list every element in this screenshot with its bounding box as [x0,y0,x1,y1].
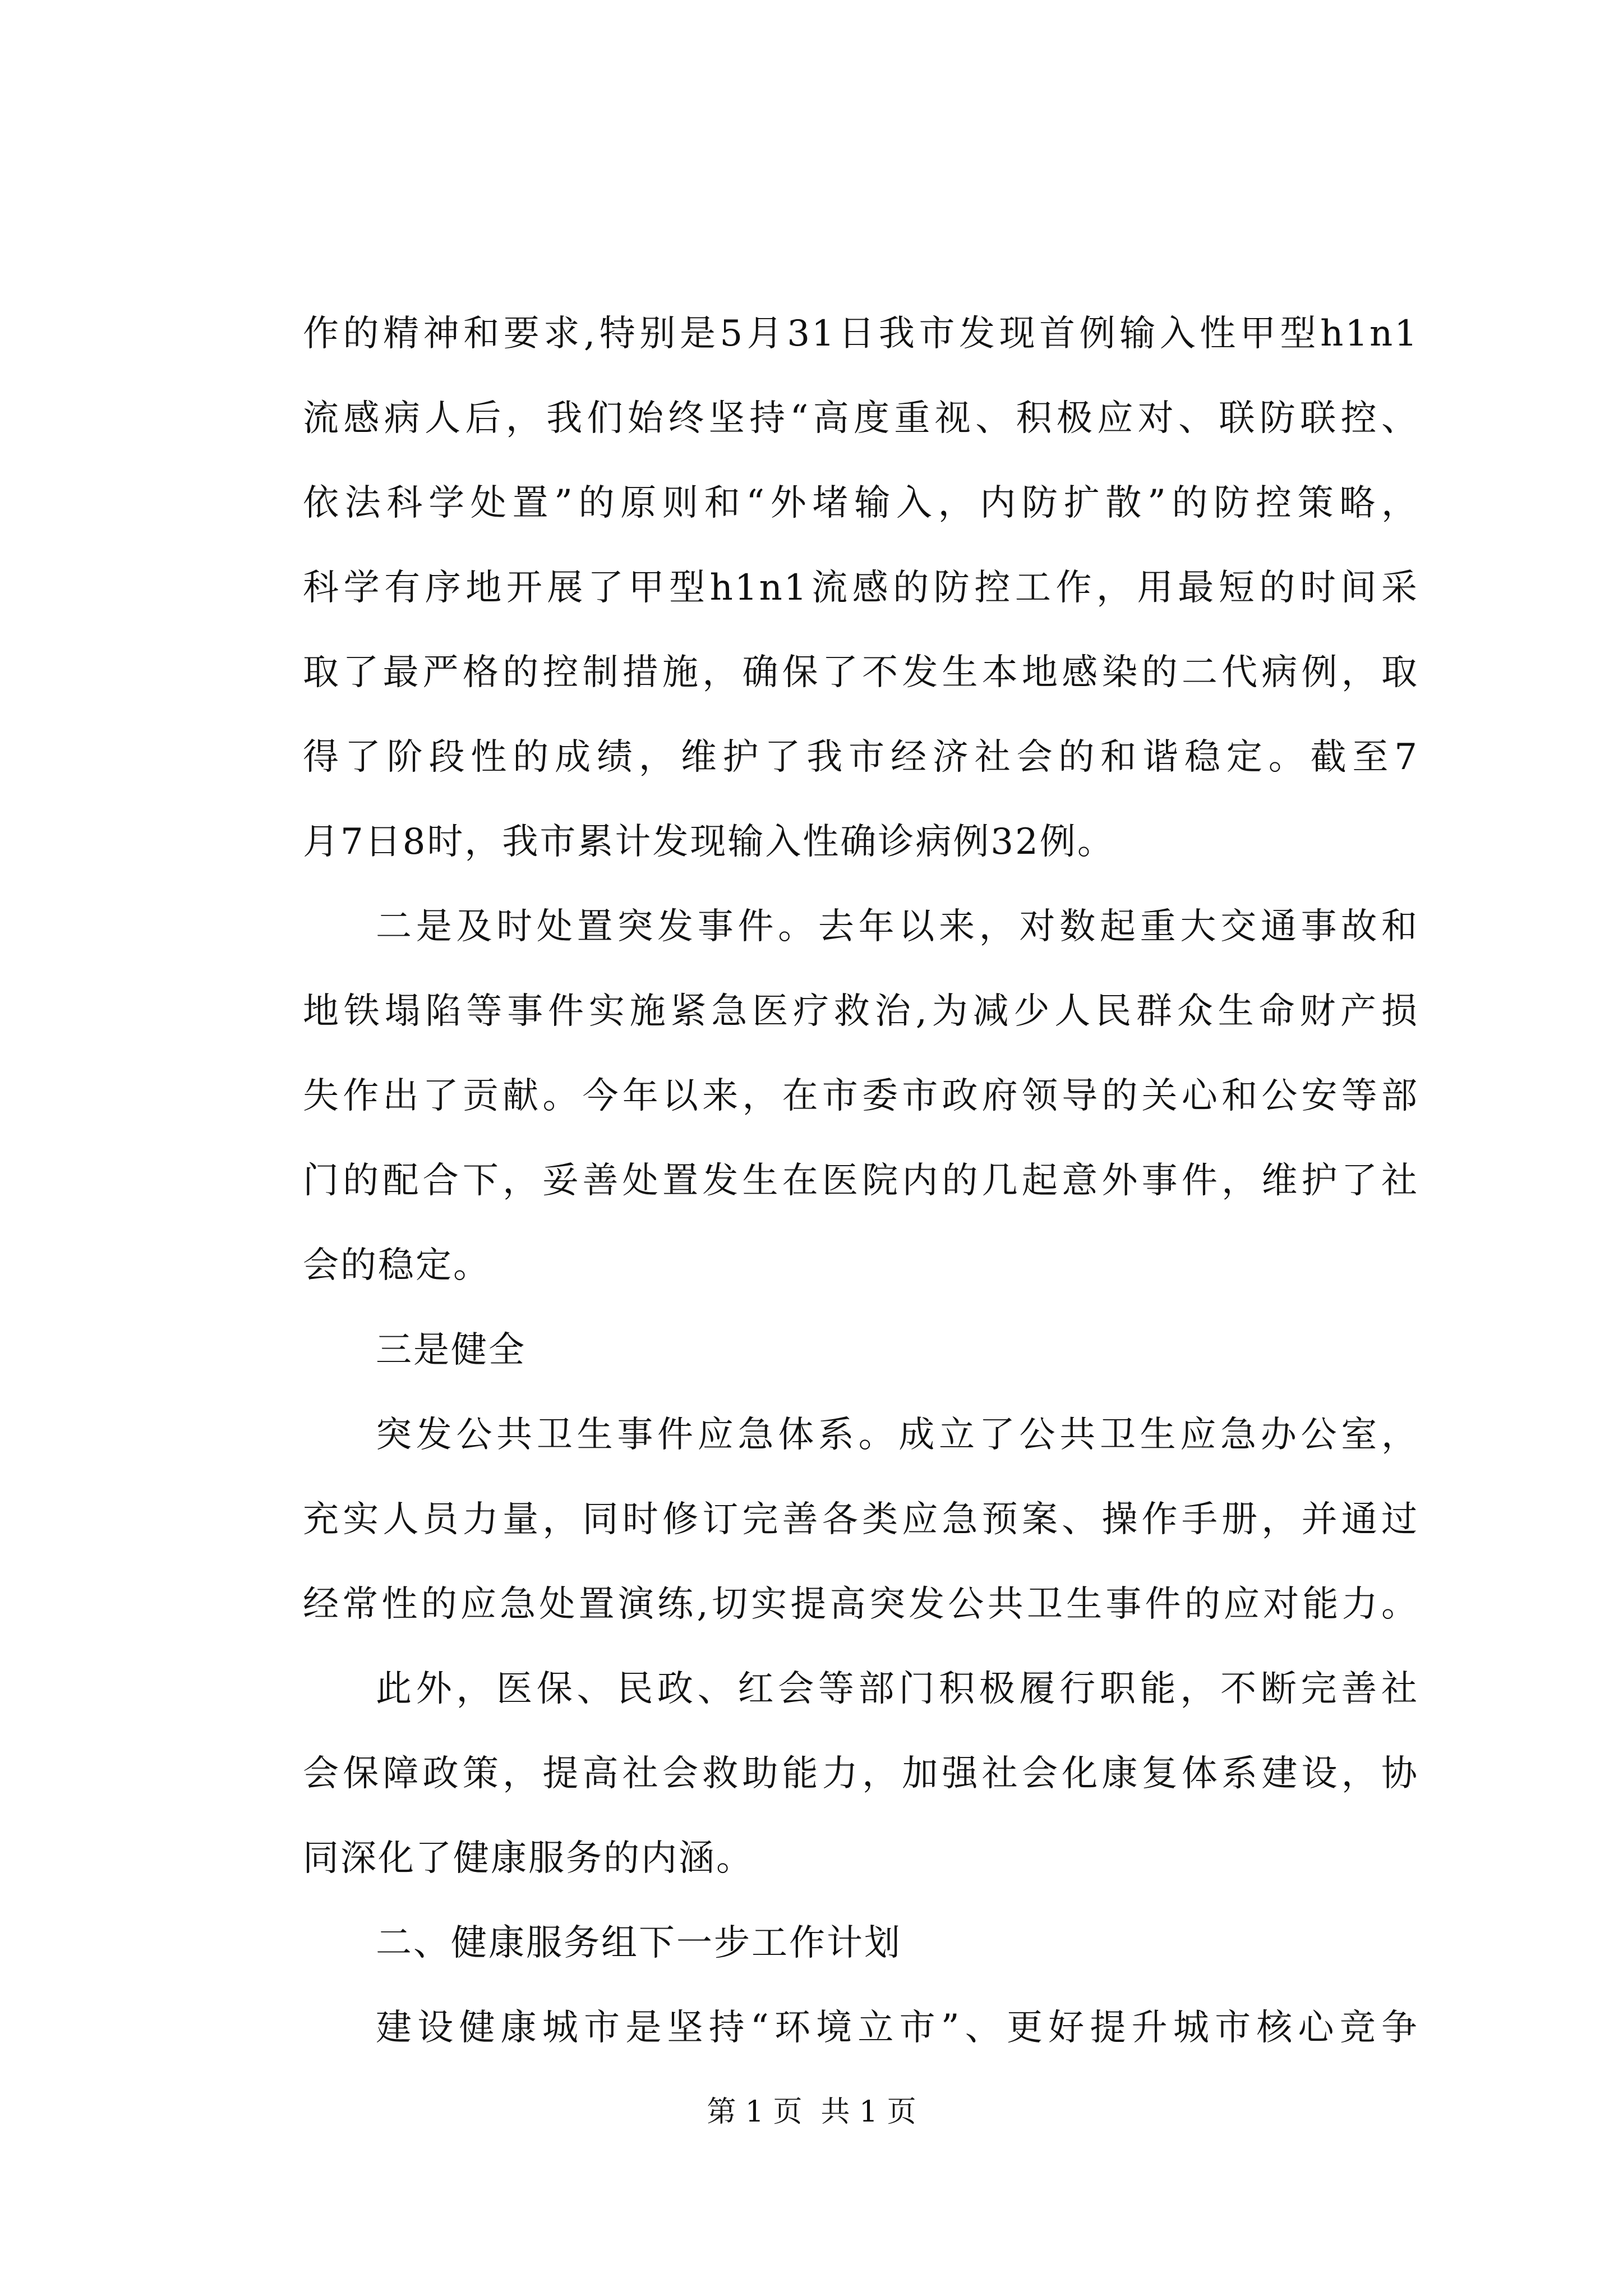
text-line-3: 依法科学处置”的原则和“外堵输入，内防扩散”的防控策略， [303,482,1419,524]
text-line-4: 科学有序地开展了甲型h1n1流感的防控工作，用最短的时间采 [303,567,1419,609]
text-line-18: 会保障政策，提高社会救助能力，加强社会化康复体系建设，协 [303,1753,1419,1795]
text-line-13: 三是健全 [376,1329,526,1371]
section-heading: 二、健康服务组下一步工作计划 [376,1922,902,1964]
text-line-1: 作的精神和要求,特别是5月31日我市发现首例输入性甲型h1n1 [303,313,1419,355]
text-line-11: 门的配合下，妥善处置发生在医院内的几起意外事件，维护了社 [303,1160,1419,1202]
text-line-10: 失作出了贡献。今年以来，在市委市政府领导的关心和公安等部 [303,1075,1419,1117]
text-line-19: 同深化了健康服务的内涵。 [303,1838,754,1879]
text-line-5: 取了最严格的控制措施，确保了不发生本地感染的二代病例，取 [303,652,1419,693]
page-number-label: 第 1 页 共 1 页 [707,2095,916,2129]
text-line-8: 二是及时处置突发事件。去年以来，对数起重大交通事故和 [376,906,1419,947]
text-line-2: 流感病人后，我们始终坚持“高度重视、积极应对、联防联控、 [303,398,1419,439]
document-body [303,292,1419,2070]
text-line-9: 地铁塌陷等事件实施紧急医疗救治,为减少人民群众生命财产损 [303,991,1419,1032]
text-line-15: 充实人员力量，同时修订完善各类应急预案、操作手册，并通过 [303,1499,1419,1540]
text-line-14: 突发公共卫生事件应急体系。成立了公共卫生应急办公室， [376,1414,1419,1456]
text-line-6: 得了阶段性的成绩，维护了我市经济社会的和谐稳定。截至7 [303,737,1419,778]
text-line-7: 月7日8时，我市累计发现输入性确诊病例32例。 [303,821,1115,863]
text-line-12: 会的稳定。 [303,1245,491,1286]
page-footer [0,2092,1623,2132]
text-line-17: 此外，医保、民政、红会等部门积极履行职能，不断完善社 [376,1668,1419,1710]
text-line-16: 经常性的应急处置演练,切实提高突发公共卫生事件的应对能力。 [303,1584,1419,1625]
text-line-21: 建设健康城市是坚持“环境立市”、更好提升城市核心竞争 [376,2007,1419,2049]
